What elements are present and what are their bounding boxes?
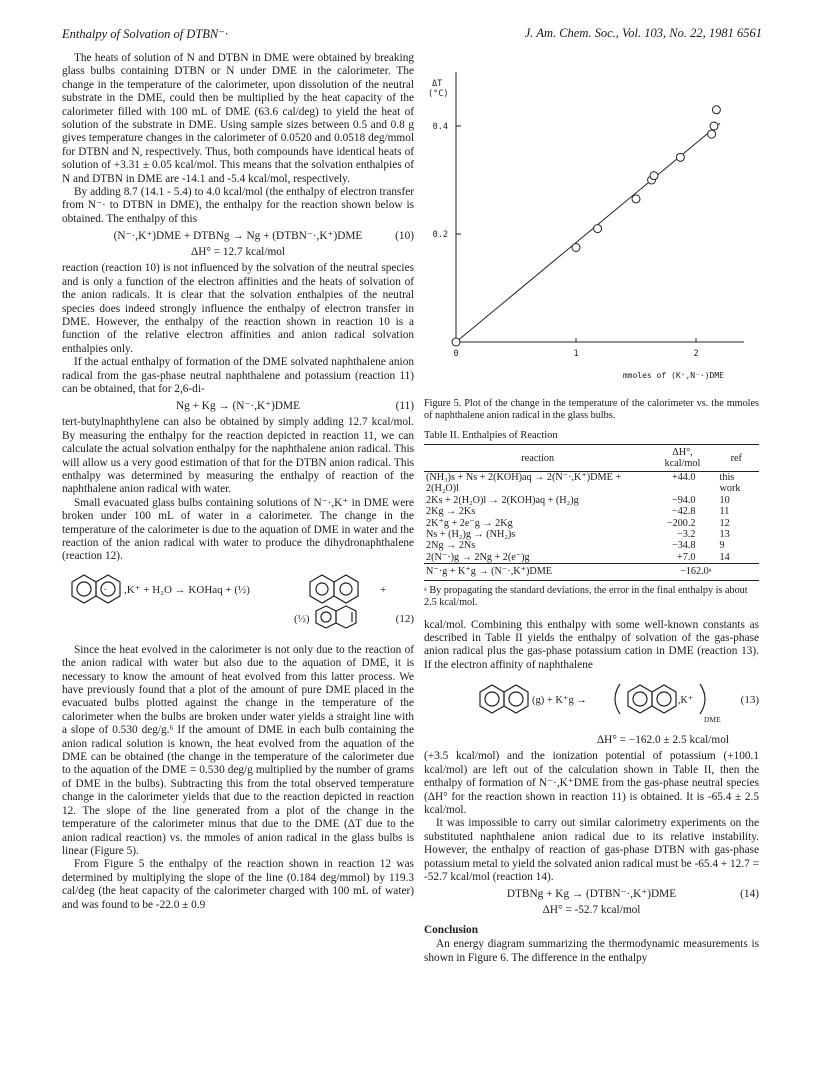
reaction-cell: 2Kg → 2Ks bbox=[426, 506, 476, 518]
axes bbox=[456, 72, 744, 342]
paragraph: reaction (reaction 10) is not influenced by the solvation of the neutral species and is only a function of the electron affinities and the heats of solvation of the anion radicals. It is clear that the solvation enthalpies of the neutral species does indeed strongly influence the enthalpy of electron transfer in DME. However, the enthalpy of the reaction shown in reaction 10 is a function of the relative electron affinities and anion radical solvation enthalpies only. bbox=[62, 262, 414, 355]
table-row bbox=[424, 506, 759, 517]
reaction-cell: (NH₃)s + Ns + 2(KOH)aq → 2(N⁻·,K⁺)DME + 2(H₂O)l bbox=[426, 472, 622, 495]
y-axis-label: ΔT bbox=[432, 79, 443, 89]
reaction-12-plus: + bbox=[380, 583, 387, 596]
right-column bbox=[424, 52, 759, 965]
dihydronaphthalene-structure bbox=[316, 606, 356, 628]
equation-number: (11) bbox=[395, 400, 414, 413]
reaction-13-kplus: ,K⁺ bbox=[678, 695, 693, 707]
running-header-title: Enthalpy of Solvation of DTBN⁻· bbox=[62, 27, 228, 41]
enthalpy-cell: −3.2 bbox=[677, 529, 696, 541]
table-2-title: Table II. Enthalpies of Reaction bbox=[424, 430, 558, 441]
data-point bbox=[452, 338, 460, 346]
reaction-cell: 2(N⁻·)g → 2Ng + 2(e⁻)g bbox=[426, 551, 530, 563]
reaction-cell: Ns + (H₂)g → (NH₂)s bbox=[426, 529, 516, 541]
paragraph: Small evacuated glass bulbs containing solutions of N⁻·,K⁺ in DME were broken under 100 mL of water in a calorimeter. The change in the temperature of the calorimeter is due to the aquation of DME in water and the reaction of the anion radical with water to produce the dihydronaphthalene (reaction 12). bbox=[62, 496, 414, 563]
table-row bbox=[424, 518, 759, 529]
equation-text: Ng + Kg → (N⁻·,K⁺)DME bbox=[175, 400, 301, 413]
table-2 bbox=[424, 444, 759, 581]
paragraph: tert-butylnaphthylene can also be obtained by simply adding 12.7 kcal/mol. By measuring the enthalpy for the reaction depicted in reaction 11, we can calculate the actual solvation enthalpy for the naphthalene anion radical. This will allow us a very good estimation of that for the DTBN anion radical. This enthalpy was determined by measuring the enthalpy of reaction of the naphthalene anion radical with water. bbox=[62, 416, 414, 496]
equation-10-enthalpy: ΔH° = 12.7 kcal/mol bbox=[190, 246, 286, 259]
data-points bbox=[452, 106, 720, 346]
reaction-13-scheme bbox=[424, 680, 759, 732]
table-row bbox=[424, 552, 759, 564]
table-footnote: ᵃ By propagating the standard deviations, the error in the final enthalpy is about 2.5 kcal/mol. bbox=[424, 584, 748, 608]
table-total-row bbox=[424, 564, 759, 580]
x-tick-label: 1 bbox=[573, 349, 579, 359]
enthalpy-cell: +7.0 bbox=[677, 551, 696, 563]
table-row bbox=[424, 529, 759, 540]
naphthalene-anion-structure bbox=[72, 575, 120, 603]
reaction-cell: N⁻·g + K⁺g → (N⁻·,K⁺)DME bbox=[424, 564, 651, 580]
equation-text: DTBNg + Kg → (DTBN⁻·,K⁺)DME bbox=[506, 888, 677, 901]
reaction-12-scheme bbox=[62, 570, 414, 634]
x-tick-label: 0 bbox=[453, 349, 459, 359]
x-axis-label: mmoles of (K⁺,N⁻·)DME bbox=[622, 371, 724, 380]
data-point bbox=[676, 153, 684, 161]
paragraph: (+3.5 kcal/mol) and the ionization potential of potassium (+100.1 kcal/mol) are left out of the calculation shown in Table II, then the enthalpy of formation of N⁻·,K⁺DME from the gas-phase neutral species (ΔH° for the reaction shown in reaction 11) is obtained. It is -65.4 ± 2.5 kcal/mol. bbox=[424, 750, 759, 816]
equation-number: (12) bbox=[395, 612, 414, 625]
equation-text: (N⁻·,K⁺)DME + DTBNg → Ng + (DTBN⁻·,K⁺)DME bbox=[113, 230, 363, 243]
ref-cell: 11 bbox=[719, 506, 730, 518]
running-header-journal: J. Am. Chem. Soc., Vol. 103, No. 22, 1981 6561 bbox=[524, 26, 762, 40]
data-point bbox=[650, 172, 658, 180]
figure-5 bbox=[424, 52, 759, 392]
data-point bbox=[632, 195, 640, 203]
figure-5-plot bbox=[424, 52, 759, 387]
y-tick-label: 0.2 bbox=[432, 230, 448, 240]
data-point bbox=[708, 130, 716, 138]
paragraph: An energy diagram summarizing the thermodynamic measurements is shown in Figure 6. The difference in the enthalpy bbox=[424, 938, 759, 964]
enthalpy-cell: −42.8 bbox=[671, 506, 696, 518]
ref-cell bbox=[714, 564, 759, 580]
paragraph: By adding 8.7 (14.1 - 5.4) to 4.0 kcal/mol (the enthalpy of electron transfer from N⁻· to DTBN in DME), the enthalpy for the reaction shown below is obtained. The enthalpy of this bbox=[62, 186, 414, 225]
enthalpy-cell: −94.0 bbox=[671, 494, 696, 506]
ref-cell: 13 bbox=[719, 529, 730, 541]
paragraph: The heats of solution of N and DTBN in DME were obtained by breaking glass bulbs containing DTBN or N under DME in the calorimeter. The change in the temperature of the calorimeter, upon dissolution of the neutral substrate in the DME, could then be multiplied by the heat capacity of the calorimeter filled with 100 mL of DME (63.6 cal/deg) to yield the heat of solution of the substrate in DME. Using sample sizes between 0.5 and 0.8 g gives temperature changes in the calorimeter of 0.0520 and 0.0518 deg/mmol for DTBN and N, respectively. Thus, both compounds have identical heats of solution of +3.31 ± 0.05 kcal/mol. This means that the solvation enthalpies of N and DTBN in DME are -14.1 and -5.4 kcal/mol, respectively. bbox=[62, 52, 414, 185]
enthalpy-cell: −162.0ᵃ bbox=[651, 564, 713, 580]
paragraph: From Figure 5 the enthalpy of the reaction shown in reaction 12 was determined by multiplying the slope of the line (0.184 deg/mmol) by 119.3 cal/deg (the heat capacity of the calorimeter charged with 100 mL of water) and was found to be -22.0 ± 0.9 bbox=[62, 858, 414, 911]
paragraph: kcal/mol. Combining this enthalpy with some well-known constants as described in Table II yields the enthalpy of solvation of the gas-phase anion radical plus the gas-phase potassium cation in DME (reaction 13). If the electron affinity of naphthalene bbox=[424, 618, 759, 671]
ref-cell: 14 bbox=[719, 551, 730, 563]
enthalpy-cell: −200.2 bbox=[666, 517, 696, 529]
column-header: ΔH°, kcal/mol bbox=[651, 445, 713, 472]
enthalpy-cell: −34.8 bbox=[671, 540, 696, 552]
data-point bbox=[594, 225, 602, 233]
data-point bbox=[712, 106, 720, 114]
equation-number: (13) bbox=[740, 694, 759, 707]
left-column bbox=[62, 52, 414, 912]
paragraph: It was impossible to carry out similar calorimetry experiments on the substituted naphthalene anion radical due to its relative instability. However, the enthalpy of reaction of gas-phase DTBN with gas-phase potassium metal to yield the solvated anion radical must be -65.4 + 12.7 = -52.7 kcal/mol (reaction 14). bbox=[424, 817, 759, 883]
reaction-cell: 2Ng → 2Ns bbox=[426, 540, 476, 552]
column-header: reaction bbox=[424, 445, 651, 472]
ref-cell: 9 bbox=[719, 540, 725, 552]
y-axis-label-unit: (°C) bbox=[428, 89, 449, 99]
paragraph: If the actual enthalpy of formation of the DME solvated naphthalene anion radical from the gas-phase neutral naphthalene and potassium (reaction 11) can be obtained, that for 2,6-di- bbox=[62, 356, 414, 395]
reaction-12-lhs: ,K⁺ + H₂O → KOHaq + (½) bbox=[124, 583, 250, 596]
enthalpy-cell: +44.0 bbox=[671, 472, 696, 483]
ref-cell: 12 bbox=[719, 517, 730, 529]
table-row bbox=[424, 495, 759, 506]
data-point bbox=[572, 244, 580, 252]
reaction-12-half: (½) bbox=[294, 612, 310, 625]
solvated-anion-structure bbox=[628, 685, 676, 713]
equation-number: (14) bbox=[740, 888, 759, 901]
naphthalene-product-structure bbox=[310, 575, 358, 603]
equation-10 bbox=[62, 229, 414, 243]
table-row bbox=[424, 472, 759, 495]
reaction-13-dme: DME bbox=[704, 715, 721, 725]
reaction-13-gas: (g) + K⁺g → bbox=[532, 695, 587, 707]
data-point bbox=[710, 122, 718, 130]
naphthalene-anion-structure bbox=[480, 685, 528, 713]
x-tick-label: 2 bbox=[693, 349, 699, 359]
y-tick-label: 0.4 bbox=[432, 122, 448, 132]
reaction-cell: 2Ks + 2(H₂O)l → 2(KOH)aq + (H₂)g bbox=[426, 494, 579, 506]
figure-5-caption: Figure 5. Plot of the change in the temperature of the calorimeter vs. the mmoles of naphthalene anion radical in the glass bulbs. bbox=[424, 398, 759, 421]
equation-13-enthalpy: ΔH° = −162.0 ± 2.5 kcal/mol bbox=[596, 734, 729, 747]
equation-11 bbox=[62, 399, 414, 413]
svg-text:·: · bbox=[103, 584, 107, 596]
ref-cell: this work bbox=[719, 472, 741, 495]
reaction-cell: 2K⁺g + 2e⁻g → 2Kg bbox=[426, 517, 513, 529]
paragraph: Since the heat evolved in the calorimeter is not only due to the reaction of the anion radical with water but also due to the aquation of DME, it is necessary to know the amount of heat evolved from this latter process. We have previously found that a plot of the amount of pure DME placed in the evacuated bulbs plotted against the change in the temperature of the calorimeter when the bulbs are broken under water yields a straight line with a slope of 0.530 deg/g.⁶ If the amount of DME in each bulb containing the anion radical solution is known, the heat evolved from the aquation of the DME can be obtained (the change in the temperature of the calorimeter due to the aquation of the DME = 0.530 deg/g multiplied by the number of grams of DME in the bulbs). Subtracting this from the total observed temperature change in the calorimeter yields that due to the reaction depicted in reaction 12. The slope of the line generated from a plot of the change in the temperature of the calorimeter minus that due to the DME (ΔT due to the anion radical reaction) vs. the mmoles of anion radical in the glass bulbs is linear (Figure 5). bbox=[62, 643, 414, 857]
tick-labels bbox=[433, 122, 699, 359]
section-heading: Conclusion bbox=[424, 924, 478, 937]
ref-cell: 10 bbox=[719, 494, 730, 506]
equation-14-enthalpy: ΔH° = -52.7 kcal/mol bbox=[542, 904, 641, 917]
table-row bbox=[424, 540, 759, 551]
equation-number: (10) bbox=[395, 230, 414, 243]
column-header: ref bbox=[714, 445, 759, 472]
equation-14 bbox=[424, 887, 759, 901]
